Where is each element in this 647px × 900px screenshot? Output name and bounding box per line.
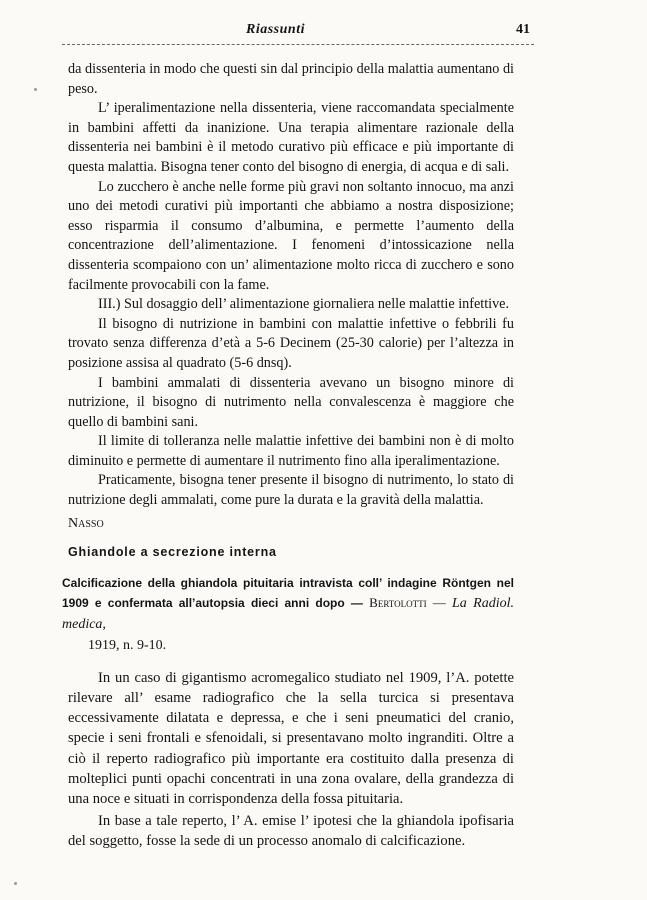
paragraph-bisogno-nutrizione: Il bisogno di nutrizione in bambini con malattie infettive o febbrili fu trovato senza differenza d’età a 5-6 Decinem (25-30 calorie) per l’altezza in posizione assisa al quadrato (5-6 dnsq). bbox=[68, 315, 514, 371]
margin-speck bbox=[34, 88, 37, 91]
article-paragraph: In base a tale reperto, l’ A. emise l’ ipotesi che la ghiandola ipofisaria del soggetto, fosse la sede di un processo anomalo di calcificazione. bbox=[68, 813, 514, 850]
section-heading: Ghiandole a secrezione interna bbox=[68, 545, 277, 560]
header-rule bbox=[62, 44, 534, 45]
running-header bbox=[68, 20, 530, 42]
paragraph-section-iii: III.) Sul dosaggio dell’ alimentazione giornaliera nelle malattie infettive. bbox=[98, 296, 510, 313]
article-title bbox=[62, 573, 514, 656]
paragraph-continuation: da dissenteria in modo che questi sin dal principio della malattia aumentano di peso. bbox=[68, 61, 514, 97]
paragraph-iperalimentazione: L’ iperalimentazione nella dissenteria, viene raccomandata specialmente in bambini affetti da inanizione. Una terapia alimentare razionale della dissenteria nei bambini è il metodo curativo più efficace e più importante di questa malattia. Bisogna tener conto del bisogno di energia, di acqua e di sali. bbox=[68, 100, 514, 175]
article-journal: La Radiol. medica, bbox=[62, 595, 514, 632]
running-title: Riassunti bbox=[246, 22, 305, 37]
paragraph-limite-tolleranza: Il limite di tolleranza nelle malattie infettive dei bambini non è di molto diminuito e permette di aumentare il nutrimento fino alla iperalimentazione. bbox=[68, 433, 514, 469]
margin-speck bbox=[14, 882, 17, 885]
article-title-text: Calcificazione della ghiandola pituitaria intravista coll’ indagine Röntgen nel 1909 e confermata all’autopsia dieci anni dopo — bbox=[62, 575, 514, 610]
signature: Nasso bbox=[68, 515, 104, 531]
paragraph-zucchero: Lo zucchero è anche nelle forme più gravi non soltanto innocuo, ma anzi uno dei metodi curativi più importanti che abbiamo a nostra disposizione; esso risparmia il consumo d’albumina, e permette l’aumento della concentrazione dell’alimentazione. I fenomeni d’intossicazione nella dissenteria scompaiono con un’ alimentazione molto ricca di zucchero e sono facilmente provocabili con la fame. bbox=[68, 178, 514, 293]
article-reference: 1919, n. 9-10. bbox=[88, 637, 167, 653]
paragraph-bambini-dissenteria: I bambini ammalati di dissenteria avevano un bisogno minore di nutrizione, il bisogno di nutrimento nella convalescenza è maggiore che quello di bambini sani. bbox=[68, 374, 514, 430]
page-number: 41 bbox=[516, 22, 530, 37]
article-author: Bertolotti — bbox=[369, 594, 446, 610]
paragraph-praticamente: Praticamente, bisogna tener presente il bisogno di nutrimento, lo stato di nutrizione degli ammalati, come pure la durata e la gravità della malattia. bbox=[68, 472, 514, 509]
article-paragraph: In un caso di gigantismo acromegalico studiato nel 1909, l’A. potette rilevare all’ esame radiografico che la sella turcica si presentava eccessivamente dilatata e depressa, e che i seni pneumatici del cranio, specie i seni frontali e sfenoidali, si presentavano molto ingranditi. Oltre a ciò il reperto radiografico più importante era costituito dalla presenza di molteplici punti opachi concentrati in una zona ovalare, della grandezza di una noce e situati in corrispondenza della fossa pituitaria. bbox=[68, 669, 514, 808]
page bbox=[62, 20, 530, 850]
body-text bbox=[62, 60, 514, 852]
